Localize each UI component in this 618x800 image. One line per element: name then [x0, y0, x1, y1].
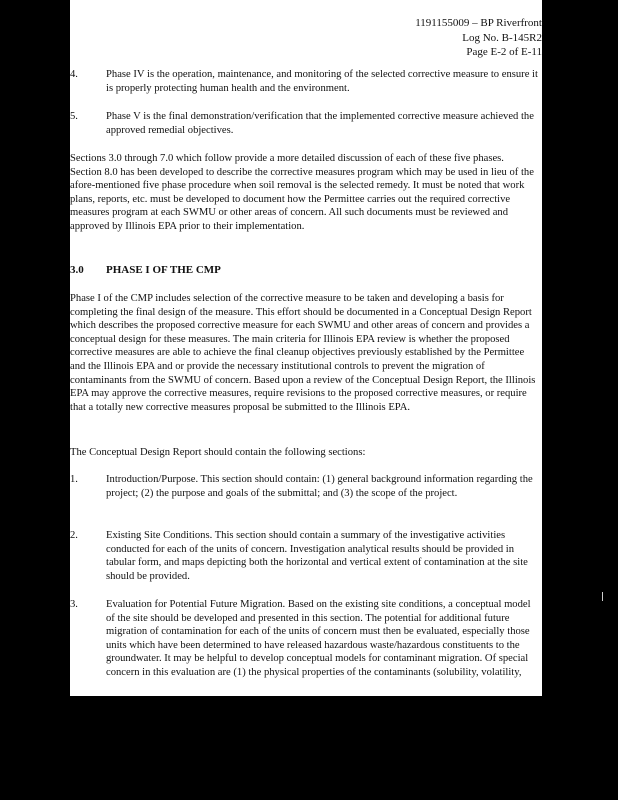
header-page-number: Page E-2 of E-11: [466, 46, 542, 58]
list-item-number: 2.: [70, 530, 78, 541]
scan-artifact-mark: [602, 592, 603, 601]
list-item-text: Evaluation for Potential Future Migration. Based on the existing site conditions, a conceptual model of the site should be developed and presented in this section. The potential for additional future migration of contamination for each of the units of concern must then be evaluated, especially those units which have been determined to have released hazardous waste/hazardous constituents to the groundwater. It may be helpful to develop conceptual models for contaminant migration. Of special concern in this evaluation are (1) the physical properties of the contaminants (solubility, volatility,: [106, 599, 531, 678]
section-heading: [70, 264, 221, 278]
paragraph-sections-overview: Sections 3.0 through 7.0 which follow provide a more detailed discussion of each of these five phases. Section 8.0 has been developed to describe the corrective measures program which may be used in lieu of the afore-mentioned five phase procedure when soil removal is the selected remedy. It must be noted that work plans, reports, etc. must be developed to document how the Permittee carries out the required corrective measures program at each SWMU or other areas of concern. All such documents must be reviewed and approved by Illinois EPA prior to their implementation.: [70, 153, 534, 232]
section-number: 3.0: [70, 264, 84, 276]
list-item-number: 4.: [70, 69, 78, 80]
list-item-number: 1.: [70, 474, 78, 485]
header-site-id: 1191155009 – BP Riverfront: [415, 17, 542, 29]
paragraph-phase-one: Phase I of the CMP includes selection of the corrective measure to be taken and developing a basis for completing the final design of the measure. This effort should be documented in a Conceptual Design Report which describes the proposed corrective measure for each SWMU and other areas of concern and provides a conceptual design for these measures. The main criteria for Illinois EPA review is whether the proposed corrective measures are able to achieve the final cleanup objectives previously established by the Permittee and the Illinois EPA and or provide the necessary institutional controls to prevent the migration of contaminants from the SWMU of concern. Based upon a review of the Conceptual Design Report, the Illinois EPA may approve the corrective measures, require revisions to the proposed corrective measures, or require that a totally new corrective measures proposal be submitted to the Illinois EPA.: [70, 293, 536, 413]
section-title: PHASE I OF THE CMP: [106, 264, 221, 276]
list-item-number: 3.: [70, 599, 78, 610]
list-item-text: Existing Site Conditions. This section should contain a summary of the investigative activities conducted for each of the units of concern. Investigation analytical results should be provided in tabular form, and maps depicting both the horizontal and vertical extent of contamination at the site should be provided.: [106, 530, 528, 582]
list-item-text: Phase V is the final demonstration/verification that the implemented corrective measure achieved the approved remedial objectives.: [106, 111, 534, 136]
document-page: [70, 0, 542, 696]
list-item-text: Phase IV is the operation, maintenance, and monitoring of the selected corrective measure to ensure it is properly protecting human health and the environment.: [106, 69, 538, 94]
paragraph-report-intro: The Conceptual Design Report should contain the following sections:: [70, 447, 366, 458]
list-item-number: 5.: [70, 111, 78, 122]
list-item-text: Introduction/Purpose. This section should contain: (1) general background information regarding the project; (2) the purpose and goals of the submittal; and (3) the scope of the project.: [106, 474, 533, 499]
header-log-number: Log No. B-145R2: [462, 31, 542, 44]
page-header: [415, 16, 542, 60]
